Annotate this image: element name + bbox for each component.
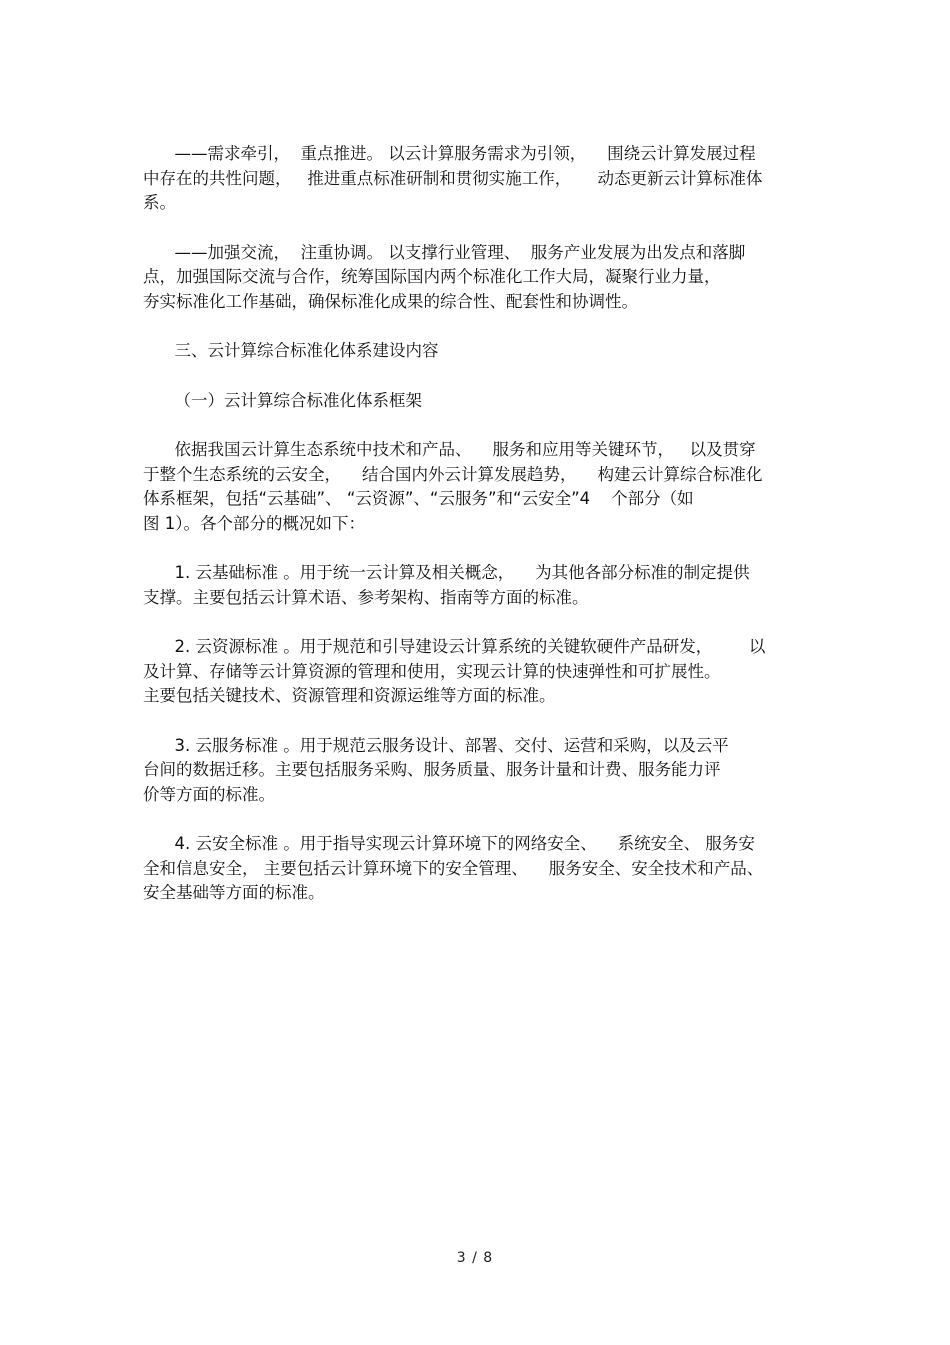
text-line: 3. 云服务标准 。用于规范云服务设计、部署、交付、运营和采购，以及云平 [143,735,729,755]
paragraph-cloud-resource-standard [143,635,808,709]
heading-text: （一）云计算综合标准化体系框架 [143,390,422,410]
page-number: 3 / 8 [456,1250,494,1266]
heading-text: 三、云计算综合标准化体系建设内容 [143,341,439,360]
text-line: 依据我国云计算生态系统中技术和产品、 服务和应用等关键环节， 以及贯穿 [143,440,756,459]
text-line: 4. 云安全标准 。用于指导实现云计算环境下的网络安全、 系统安全、 服务安 [143,834,755,853]
paragraph-cloud-security-standard [143,832,808,906]
text-line: 图 1）。各个部分的概况如下： [143,513,365,533]
paragraph-demand-driven [143,142,808,216]
subsection-heading [143,389,808,414]
text-line: ——需求牵引， 重点推进。 以云计算服务需求为引领， 围绕云计算发展过程 [143,144,756,163]
section-heading [143,339,808,364]
document-body [143,142,808,931]
text-line: 夯实标准化工作基础，确保标准化成果的综合性、配套性和协调性。 [143,291,638,311]
text-line: 及计算、存储等云计算资源的管理和使用，实现云计算的快速弹性和可扩展性。 [143,661,721,681]
text-line: 安全基础等方面的标准。 [143,883,325,902]
text-line: 全和信息安全， 主要包括云计算环境下的安全管理、 服务安全、安全技术和产品、 [143,858,764,878]
paragraph-exchange-coordination [143,241,808,315]
text-line: 主要包括关键技术、资源管理和资源运维等方面的标准。 [143,686,556,705]
text-line: 1. 云基础标准 。用于统一云计算及相关概念， 为其他各部分标准的制定提供 [143,563,750,582]
text-line: 于整个生态系统的云安全， 结合国内外云计算发展趋势， 构建云计算综合标准化 [143,464,763,484]
text-line: 系。 [143,193,176,212]
text-line: 2. 云资源标准 。用于规范和引导建设云计算系统的关键软硬件产品研发， 以 [143,637,766,656]
text-line: 价等方面的标准。 [143,784,275,804]
text-line: 中存在的共性问题， 推进重点标准研制和贯彻实施工作， 动态更新云计算标准体 [143,168,763,188]
paragraph-cloud-service-standard [143,734,808,808]
text-line: ——加强交流， 注重协调。 以支撑行业管理、 服务产业发展为出发点和落脚 [143,242,746,262]
paragraph-cloud-infrastructure-standard [143,561,808,610]
paragraph-framework-intro [143,438,808,536]
text-line: 台间的数据迁移。主要包括服务采购、服务质量、服务计量和计费、服务能力评 [143,760,721,779]
text-line: 点，加强国际交流与合作，统筹国际国内两个标准化工作大局，凝聚行业力量， [143,267,721,286]
text-line: 体系框架，包括“云基础”、 “云资源”、“云服务”和“云安全”4 个部分（如 [143,489,694,508]
text-line: 支撑。主要包括云计算术语、参考架构、指南等方面的标准。 [143,587,589,607]
